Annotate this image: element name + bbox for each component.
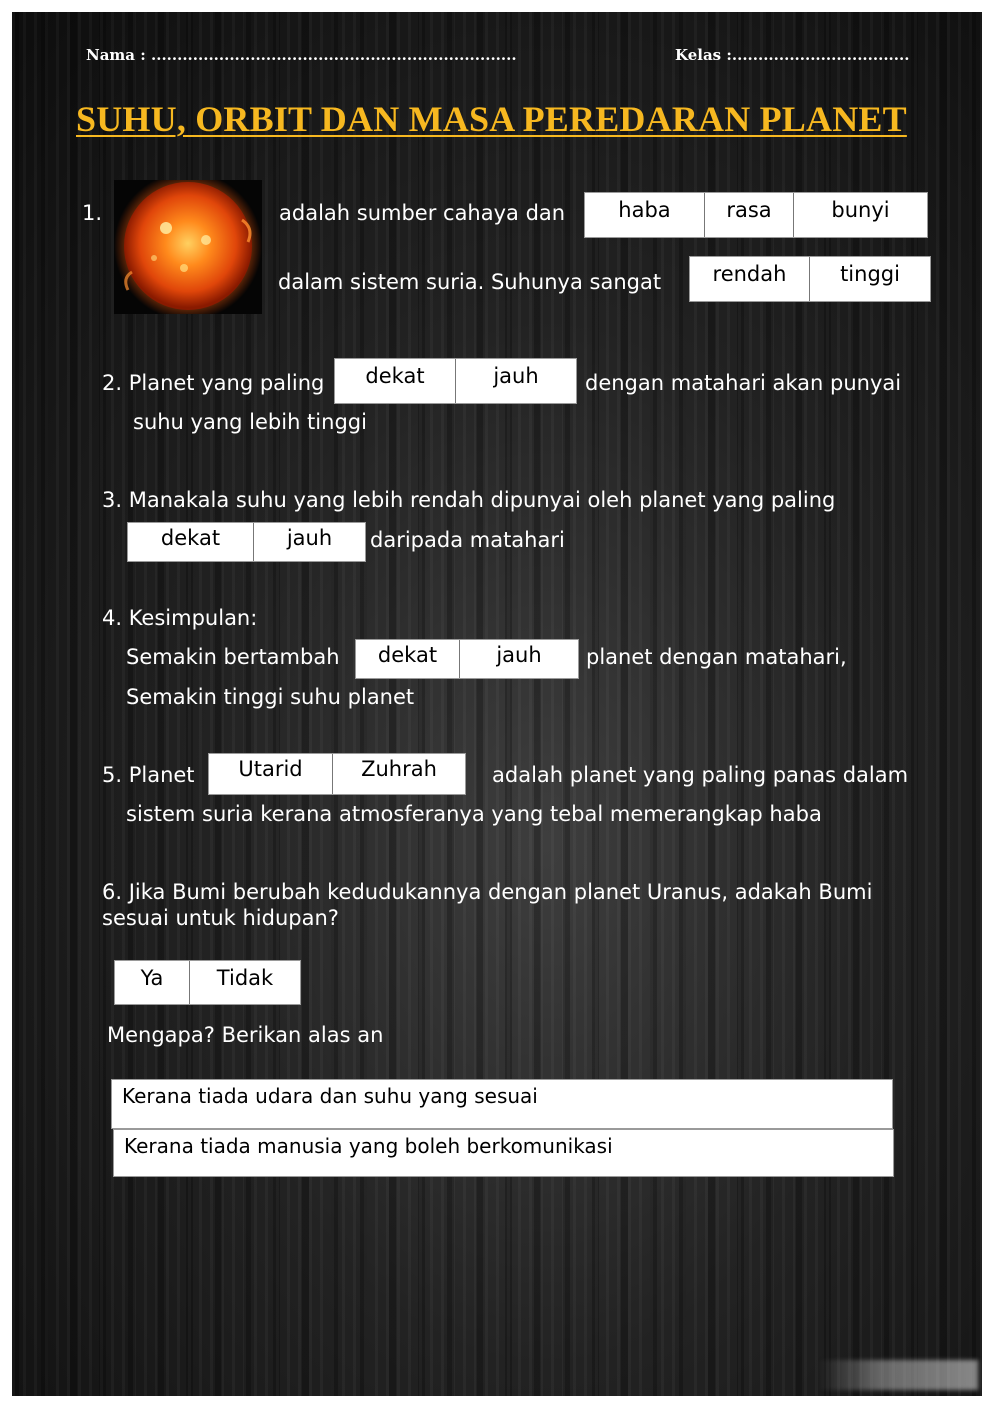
q6-option-ya[interactable]: Ya: [115, 961, 190, 1004]
page-title: SUHU, ORBIT DAN MASA PEREDARAN PLANET: [76, 99, 907, 139]
q4-heading-text: 4. Kesimpulan:: [102, 606, 258, 630]
nama-field-label: Nama : ......................................................................: [86, 46, 517, 64]
q1-option-bunyi[interactable]: bunyi: [794, 193, 927, 237]
sun-icon: [114, 180, 262, 314]
q4-option-jauh[interactable]: jauh: [460, 640, 578, 678]
q3-options-group: [127, 522, 366, 562]
q1-options-group-2: [689, 256, 931, 302]
q5-line2-text: sistem suria kerana atmosferanya yang tebal memerangkap haba: [126, 802, 822, 826]
q5-option-zuhrah[interactable]: Zuhrah: [333, 754, 465, 794]
q1-line2-text: dalam sistem suria. Suhunya sangat: [278, 270, 662, 294]
q5-option-utarid[interactable]: Utarid: [209, 754, 333, 794]
q5-options-group: [208, 753, 466, 795]
q2-option-jauh[interactable]: jauh: [456, 359, 576, 403]
q2-options-group: [334, 358, 577, 404]
q3-line1-text: 3. Manakala suhu yang lebih rendah dipunyai oleh planet yang paling: [102, 488, 836, 512]
q1-option-rasa[interactable]: rasa: [705, 193, 794, 237]
q4-option-dekat[interactable]: dekat: [356, 640, 460, 678]
q3-option-jauh[interactable]: jauh: [254, 523, 365, 561]
kelas-field-label: Kelas :..................................: [675, 46, 910, 64]
q3-option-dekat[interactable]: dekat: [128, 523, 254, 561]
q1-line1-text: adalah sumber cahaya dan: [279, 201, 566, 225]
q4-suffix-text: planet dengan matahari,: [586, 645, 847, 669]
q6-line1-text: 6. Jika Bumi berubah kedudukannya dengan planet Uranus, adakah Bumi: [102, 880, 873, 904]
worksheet: [12, 12, 982, 1396]
q1-option-rendah[interactable]: rendah: [690, 257, 810, 301]
q4-prefix-text: Semakin bertambah: [126, 645, 340, 669]
q1-options-group-1: [584, 192, 928, 238]
q4-line3-text: Semakin tinggi suhu planet: [126, 685, 415, 709]
q4-options-group: [355, 639, 579, 679]
q6-line2-text: sesuai untuk hidupan?: [102, 906, 339, 930]
q1-number: 1.: [82, 201, 103, 225]
q3-suffix-text: daripada matahari: [370, 528, 565, 552]
q6-reason-option-2[interactable]: Kerana tiada manusia yang boleh berkomunikasi: [113, 1129, 894, 1177]
corner-watermark-blur: [818, 1360, 978, 1390]
q5-prefix-text: 5. Planet: [102, 763, 195, 787]
q6-reason-prompt: Mengapa? Berikan alas an: [107, 1023, 384, 1047]
q6-options-group: [114, 960, 301, 1005]
q1-option-tinggi[interactable]: tinggi: [810, 257, 930, 301]
q2-option-dekat[interactable]: dekat: [335, 359, 456, 403]
sun-image: [114, 180, 262, 314]
q2-line2-text: suhu yang lebih tinggi: [133, 410, 367, 434]
q1-option-haba[interactable]: haba: [585, 193, 705, 237]
q6-option-tidak[interactable]: Tidak: [190, 961, 300, 1004]
q2-prefix-text: 2. Planet yang paling: [102, 371, 325, 395]
q2-suffix-text: dengan matahari akan punyai: [585, 371, 902, 395]
q6-reason-option-1[interactable]: Kerana tiada udara dan suhu yang sesuai: [111, 1079, 893, 1129]
q5-suffix-text: adalah planet yang paling panas dalam: [492, 763, 909, 787]
